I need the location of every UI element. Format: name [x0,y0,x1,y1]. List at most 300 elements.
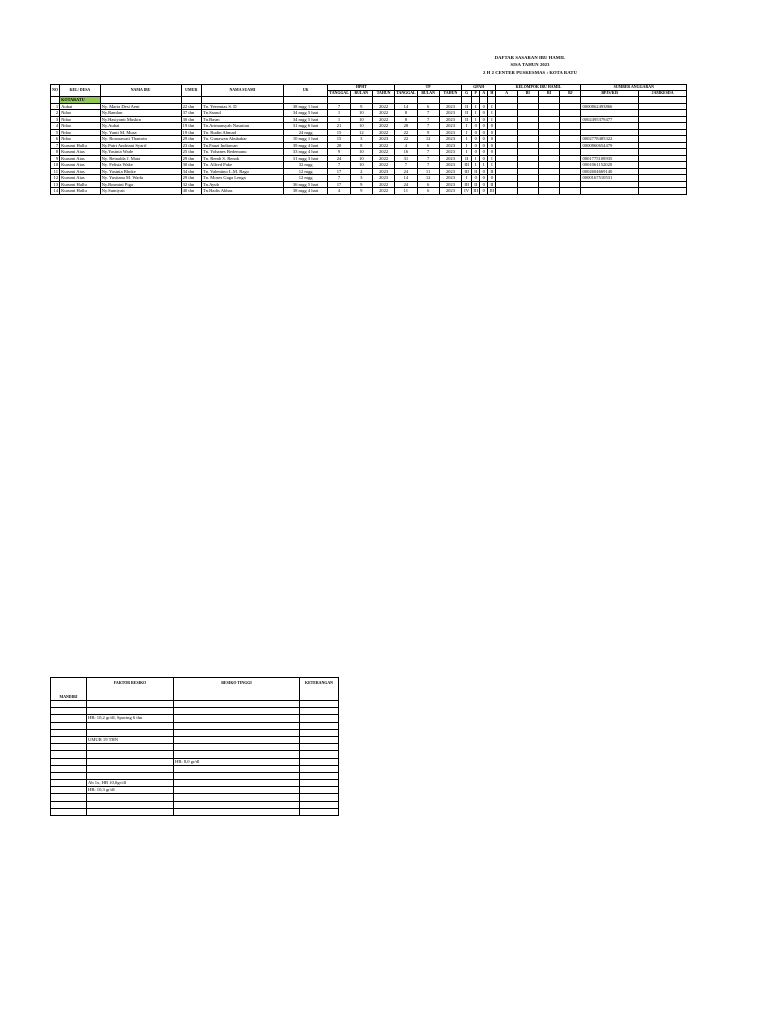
cell-tp-tahun: 2023 [439,116,461,123]
cell-tp-bulan: 6 [417,103,439,110]
cell-nama-ibu: Ny.Sumiyati [100,188,181,195]
cell-p: 0 [472,123,480,130]
risk-row [51,780,339,787]
risk-cell-keterangan [300,729,339,736]
cell-nama-ibu: Ny. Yustiana M. Wadu [100,175,181,182]
risk-cell-keterangan [300,708,339,715]
cell-no: 14 [51,188,60,195]
cell-tp-tanggal: 11 [395,188,417,195]
risk-row [51,708,339,715]
cell-hpht-tahun: 2022 [372,116,394,123]
cell-g: I [462,142,472,149]
cell-bpjs: 0000862493866 [581,103,639,110]
cell-kel-desa: Ndao [60,129,101,136]
header-umur: UMUR [181,85,201,97]
risk-cell-resiko-tinggi [174,772,300,779]
cell-umur: 25 thn [181,149,201,156]
cell-tp-tanggal: 22 [395,129,417,136]
header-kelompok-a: A [496,91,517,97]
cell-uk: 36 mgg 5 hari [283,181,328,188]
cell-tp-bulan: 12 [417,175,439,182]
risk-cell-keterangan [300,801,339,808]
cell-hpht-tanggal: 7 [328,175,350,182]
risk-cell-keterangan [300,715,339,722]
cell-nama-suami: Tn. Gunawan Abubakar [201,136,283,143]
risk-cell-keterangan [300,744,339,751]
cell-tp-tahun: 2023 [439,155,461,162]
risk-cell-resiko-tinggi [174,787,300,794]
cell-h: 0 [488,123,496,130]
cell-hpht-tahun: 2022 [372,155,394,162]
cell-tp-tahun: 2023 [439,103,461,110]
risk-cell-faktor-resiko [87,801,174,808]
cell-g: IV [462,188,472,195]
cell-hpht-bulan: 3 [350,136,372,143]
cell-hpht-tanggal: 9 [328,149,350,156]
cell-no: 1 [51,103,60,110]
cell-no: 8 [51,149,60,156]
header-nama-suami: NAMA SUAMI [201,85,283,97]
cell-hpht-tahun: 2022 [372,129,394,136]
cell-hpht-bulan: 10 [350,116,372,123]
risk-row [51,808,339,815]
header-tp-tanggal: TANGGAL [396,91,416,95]
risk-cell-resiko-tinggi [174,729,300,736]
cell-tp-bulan: 11 [417,168,439,175]
cell-kel-desa: Ndao [60,123,101,130]
cell-tp-tanggal: 24 [395,181,417,188]
cell-kel-desa: Kurumi Atas [60,149,101,156]
risk-cell-mandiri [51,744,87,751]
title-line-2: SISA TAHUN 2023 [510,62,550,68]
cell-kelompok-c [538,188,559,195]
header-hpht-tanggal: TANGGAL [329,91,349,95]
cell-uk: 32 mgg [283,162,328,169]
risk-cell-mandiri [51,765,87,772]
risk-cell-keterangan [300,787,339,794]
cell-no: 7 [51,142,60,149]
cell-kelompok-a [496,188,517,195]
cell-kel-desa: Kurumi Hallu [60,142,101,149]
cell-jamkesda [639,188,687,195]
cell-tp-tahun: 2023 [439,123,461,130]
cell-bpjs: 0000167510531 [581,175,639,182]
cell-uk: 24 mgg [283,129,328,136]
risk-table-body [51,701,339,816]
cell-h: I [488,116,496,123]
header-tp-tahun: TAHUN [439,91,461,97]
cell-nama-ibu: Ny. Rosmawati Thamrin [100,136,181,143]
risk-row [51,715,339,722]
cell-nama-ibu: Ny.Putri Andriani Syarif [100,142,181,149]
cell-g: III [462,168,472,175]
risk-row [51,772,339,779]
cell-tp-bulan: 7 [417,162,439,169]
cell-p: 0 [472,175,480,182]
cell-tp-tahun: 2023 [439,149,461,156]
cell-hpht-tanggal: 24 [328,155,350,162]
header-kelompok-b: BI [517,91,538,97]
cell-tp-tanggal: 24 [395,168,417,175]
cell-hpht-tanggal: 7 [328,103,350,110]
cell-hpht-bulan: 9 [350,188,372,195]
header-p: P [472,91,480,97]
cell-a: 0 [480,149,488,156]
risk-row [51,744,339,751]
cell-a: 0 [480,116,488,123]
cell-uk: 12 mgg [283,168,328,175]
header-resiko-tinggi: RESIKO TINGGI [174,678,300,701]
cell-hpht-tahun: 2022 [372,142,394,149]
cell-nama-suami: Tn. Alfred Pake [201,162,283,169]
cell-h: I [488,103,496,110]
cell-tp-tahun: 2023 [439,188,461,195]
cell-hpht-bulan: 10 [350,155,372,162]
cell-nama-ibu: Ny.Rosmini Piga [100,181,181,188]
title-line-3: 2 H 2 CENTER PUSKESMAS : KOTA RATU [483,69,577,75]
cell-umur: 29 thn [181,175,201,182]
header-g: G [462,91,472,97]
cell-umur: 29 thn [181,155,201,162]
cell-hpht-tanggal: 1 [328,116,350,123]
risk-cell-resiko-tinggi [174,808,300,815]
risk-row [51,801,339,808]
risk-cell-faktor-resiko [87,758,174,765]
cell-nama-suami: Tn. Moses Gaga Lenga [201,175,283,182]
cell-nama-ibu: Ny.Hasiyanti Muskin [100,116,181,123]
cell-a: 0 [480,110,488,117]
cell-tp-tahun: 2023 [439,168,461,175]
risk-cell-resiko-tinggi [174,801,300,808]
cell-no: 13 [51,181,60,188]
header-hpht-tahun: TAHUN [372,91,394,97]
risk-row [51,722,339,729]
cell-tp-tanggal: 16 [395,149,417,156]
risk-cell-faktor-resiko: HB: 10,2 gr/dl, Spacing 6 thn [87,715,174,722]
risk-cell-keterangan [300,736,339,743]
cell-h: 0 [488,136,496,143]
cell-h: I [488,110,496,117]
cell-tp-tanggal: 22 [395,136,417,143]
cell-hpht-bulan: 9 [350,181,372,188]
risk-cell-resiko-tinggi [174,794,300,801]
risk-cell-resiko-tinggi [174,736,300,743]
risk-cell-faktor-resiko [87,808,174,815]
cell-umur: 22 thn [181,103,201,110]
cell-h: II [488,168,496,175]
risk-row [51,701,339,708]
cell-hpht-tanggal: 1 [328,110,350,117]
cell-nama-suami: Tn. Rendi S. Renok [201,155,283,162]
cell-umur: 19 thn [181,123,201,130]
cell-tp-bulan: 6 [417,142,439,149]
risk-cell-resiko-tinggi [174,701,300,708]
risk-cell-faktor-resiko [87,744,174,751]
cell-hpht-tanggal: 21 [328,123,350,130]
header-nama-ibu: NAMA IBU [100,85,181,97]
cell-umur: 34 thn [181,168,201,175]
document-title-block [0,54,768,76]
risk-cell-keterangan [300,701,339,708]
cell-p: 0 [472,149,480,156]
cell-tp-bulan: 6 [417,188,439,195]
cell-no: 12 [51,175,60,182]
cell-hpht-tahun: 2022 [372,181,394,188]
cell-nama-ibu: Ny. Reinalda J. Mata [100,155,181,162]
cell-nama-suami: Tn.Fauzi Indiawan [201,142,283,149]
cell-tp-tahun: 2023 [439,110,461,117]
cell-hpht-tahun: 2022 [372,188,394,195]
risk-cell-resiko-tinggi [174,780,300,787]
cell-g: I [462,123,472,130]
cell-a: 0 [480,123,488,130]
risk-cell-faktor-resiko [87,701,174,708]
cell-uk: 34 mgg 5 hari [283,116,328,123]
risk-row [51,751,339,758]
cell-hpht-tanggal: 17 [328,168,350,175]
cell-kel-desa: Ndao [60,136,101,143]
cell-p: 0 [472,129,480,136]
risk-cell-resiko-tinggi [174,765,300,772]
cell-p: I [472,155,480,162]
risk-row [51,787,339,794]
cell-p: I [472,103,480,110]
cell-nama-ibu: Ny.Aubai [100,123,181,130]
cell-tp-bulan: 7 [417,155,439,162]
cell-kel-desa: Ndao [60,110,101,117]
cell-h: I [488,162,496,169]
risk-cell-keterangan [300,780,339,787]
header-tp: TP [395,85,462,91]
cell-tp-bulan: 7 [417,149,439,156]
cell-tp-tanggal: 7 [395,162,417,169]
cell-tp-tahun: 2023 [439,181,461,188]
cell-tp-bulan: 7 [417,123,439,130]
header-faktor-resiko: FAKTOR RESIKO [87,678,174,701]
cell-uk: 38 mgg 1 hari [283,103,328,110]
header-keterangan: KETERANGAN [300,678,339,701]
cell-a: 0 [480,142,488,149]
cell-hpht-bulan: 2 [350,168,372,175]
header-mandiri: MANDIRI [51,694,87,701]
header-uk: UK [283,85,328,97]
cell-nama-suami: Tn.Hadis Abbas [201,188,283,195]
cell-hpht-tahun: 2023 [372,175,394,182]
cell-kelompok-b [517,188,538,195]
cell-kel-desa: Kurumi Atas [60,155,101,162]
cell-umur: 40 thn [181,188,201,195]
cell-no: 4 [51,123,60,130]
cell-bpjs: 0002778485322 [581,136,639,143]
risk-cell-mandiri [51,729,87,736]
risk-row [51,736,339,743]
cell-nama-ibu: Ny.Ramlan [100,110,181,117]
cell-a: 0 [480,175,488,182]
cell-tp-tanggal: 31 [395,155,417,162]
risk-cell-faktor-resiko [87,772,174,779]
cell-uk: 31 mgg 6 hari [283,123,328,130]
risk-cell-faktor-resiko [87,722,174,729]
risk-cell-keterangan [300,722,339,729]
cell-nama-suami: Tn.Arimansyah Nasution [201,123,283,130]
cell-p: I [472,116,480,123]
cell-no: 5 [51,129,60,136]
cell-hpht-tanggal: 7 [328,162,350,169]
header-h: H [488,91,496,97]
cell-no: 10 [51,162,60,169]
risk-cell-mandiri [51,722,87,729]
risk-cell-mandiri [51,772,87,779]
cell-umur: 32 thn [181,181,201,188]
header-kelompok: KELOMPOK IBU HAMIL [496,85,581,91]
cell-uk: 31 mgg 3 hari [283,155,328,162]
cell-kel-desa: Aubai [60,103,101,110]
risk-cell-keterangan [300,772,339,779]
cell-hpht-bulan: 10 [350,123,372,130]
risk-cell-mandiri [51,701,87,708]
cell-a: 0 [480,103,488,110]
header-bpjs: BPJS/KIS [581,91,639,97]
risk-cell-keterangan [300,758,339,765]
cell-p: I [472,162,480,169]
cell-umur: 30 thn [181,162,201,169]
cell-tp-tanggal: 4 [395,142,417,149]
cell-hpht-tahun: 2022 [372,103,394,110]
cell-g: I [462,129,472,136]
cell-nama-ibu: Ny. Yanti M. Musa [100,129,181,136]
header-kel-desa: KEL/ DESA [60,85,101,97]
cell-p: 0 [472,142,480,149]
cell-hpht-tahun: 2023 [372,136,394,143]
risk-cell-mandiri [51,736,87,743]
risk-cell-faktor-resiko [87,751,174,758]
risk-cell-faktor-resiko [87,708,174,715]
cell-nama-ibu: Ny. Maria Desi Aeni [100,103,181,110]
cell-hpht-bulan: 9 [350,103,372,110]
cell-tp-bulan: 6 [417,181,439,188]
cell-hpht-tahun: 2022 [372,110,394,117]
group-label: KOTARATU [60,97,101,104]
cell-bpjs: 0002495379477 [581,116,639,123]
risk-row [51,765,339,772]
cell-kel-desa: Kurumi Hallu [60,181,101,188]
risk-cell-keterangan [300,765,339,772]
risk-cell-resiko-tinggi [174,744,300,751]
cell-no: 11 [51,168,60,175]
cell-hpht-tanggal: 28 [328,142,350,149]
cell-uk: 39 mgg 4 hari [283,142,328,149]
cell-nama-suami: Tn.Ayub [201,181,283,188]
header-kelompok-c: BI [538,91,559,97]
cell-nama-suami: Tn. Valentino L.M. Rago [201,168,283,175]
cell-hpht-bulan: 10 [350,149,372,156]
pregnant-women-table [50,84,687,195]
risk-cell-resiko-tinggi [174,708,300,715]
cell-p: 0 [472,136,480,143]
cell-h: 0 [488,142,496,149]
cell-hpht-tanggal: 15 [328,129,350,136]
table-row [51,188,687,195]
cell-tp-tahun: 2023 [439,175,461,182]
cell-hpht-tahun: 2022 [372,162,394,169]
risk-cell-mandiri [51,787,87,794]
cell-a: 0 [480,129,488,136]
cell-hpht-tahun: 2023 [372,168,394,175]
cell-g: II [462,116,472,123]
cell-umur: 37 thn [181,110,201,117]
cell-kelompok-d [560,188,581,195]
header-hpht-bulan: BULAN [350,91,372,97]
risk-cell-mandiri [51,708,87,715]
cell-umur: 29 thn [181,136,201,143]
cell-nama-suami: Tn.Basm [201,116,283,123]
cell-tp-tahun: 2023 [439,162,461,169]
risk-cell-faktor-resiko: Ab 1x, HB 10,0gr/dl [87,780,174,787]
risk-row [51,729,339,736]
cell-kel-desa: Ndao [60,116,101,123]
cell-p: II [472,168,480,175]
cell-tp-bulan: 9 [417,129,439,136]
cell-no: 9 [51,155,60,162]
risk-cell-faktor-resiko: HB: 10,3 gr/dl [87,787,174,794]
risk-cell-faktor-resiko: UMUR 19 THN [87,736,174,743]
risk-row [51,794,339,801]
cell-h: 0 [488,129,496,136]
cell-tp-bulan: 7 [417,110,439,117]
risk-cell-mandiri [51,801,87,808]
cell-p: I [472,110,480,117]
risk-row [51,758,339,765]
cell-bpjs: 0000860654479 [581,142,639,149]
cell-umur: 19 thn [181,129,201,136]
header-jamkesda: JAMKESDA [639,91,687,97]
cell-nama-ibu: Ny.Yasinta Wade [100,149,181,156]
header-tp-bulan: BULAN [417,91,439,97]
risk-cell-keterangan [300,808,339,815]
cell-h: II [488,181,496,188]
cell-tp-tahun: 2023 [439,136,461,143]
cell-no: 6 [51,136,60,143]
cell-a: 0 [480,155,488,162]
cell-kel-desa: Kurumi Atas [60,162,101,169]
header-kelompok-d: BJ [560,91,581,97]
cell-g: I [462,149,472,156]
cell-tp-tanggal: 28 [395,123,417,130]
cell-kel-desa: Kurumi Hallu [60,188,101,195]
cell-uk: 33 mgg 4 hari [283,149,328,156]
cell-g: I [462,136,472,143]
cell-tp-tanggal: 8 [395,116,417,123]
risk-cell-faktor-resiko [87,765,174,772]
header-gpah: GPAH [462,85,496,91]
cell-nama-suami: Tn.Saarul [201,110,283,117]
cell-hpht-tahun: 2022 [372,149,394,156]
cell-kel-desa: Kurumi Atas [60,175,101,182]
cell-bpjs: 0001061152020 [581,162,639,169]
cell-tp-tanggal: 8 [395,110,417,117]
cell-tp-bulan: 12 [417,136,439,143]
risk-cell-resiko-tinggi [174,722,300,729]
cell-umur: 23 thn [181,142,201,149]
risk-cell-mandiri [51,758,87,765]
header-sumber: SUMBER ANGGARAN [581,85,687,91]
risk-cell-resiko-tinggi [174,715,300,722]
cell-h: 0 [488,175,496,182]
cell-hpht-bulan: 10 [350,162,372,169]
cell-g: II [462,155,472,162]
cell-nama-suami: Tn. Yeremias S. D [201,103,283,110]
cell-g: II [462,103,472,110]
